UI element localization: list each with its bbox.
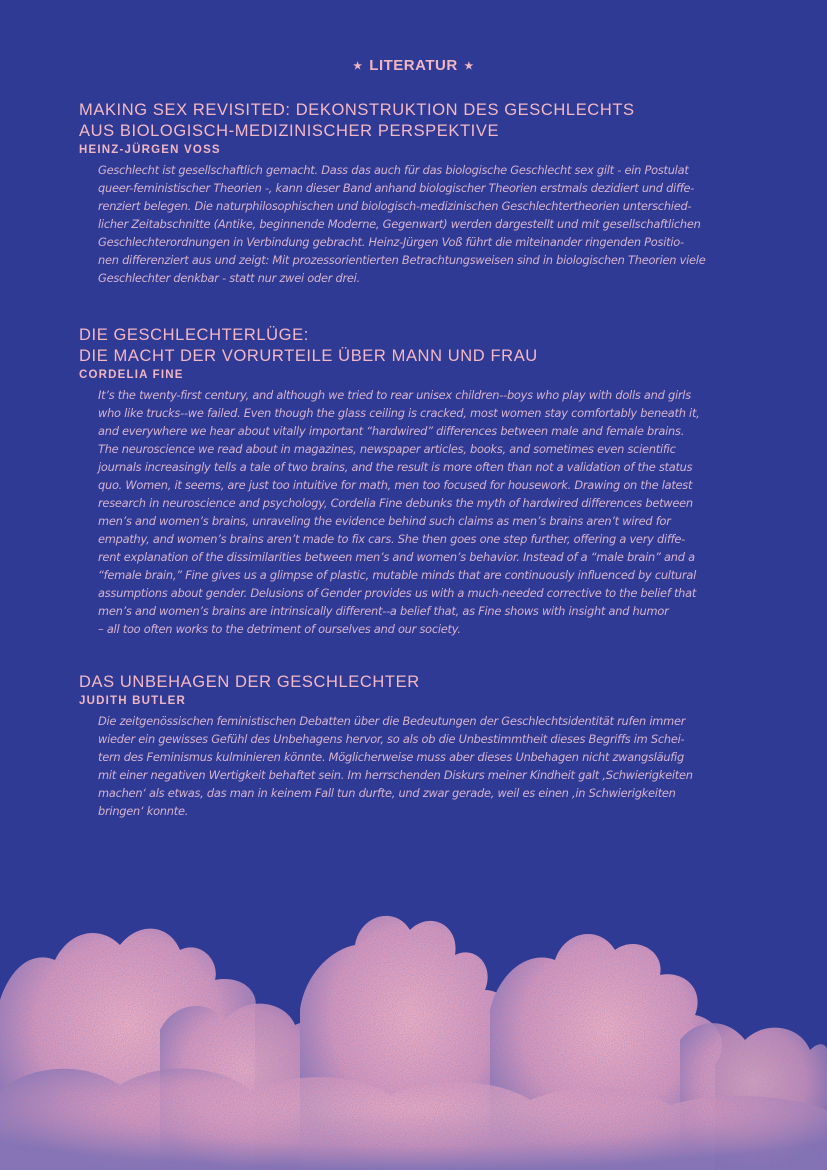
description-line: – all too often works to the detriment of ourselves and our society. bbox=[98, 622, 461, 636]
entry-title-line: MAKING SEX REVISITED: DEKONSTRUKTION DES GESCHLECHTS bbox=[79, 101, 635, 119]
entry-description bbox=[98, 712, 749, 820]
entry-title bbox=[79, 672, 749, 693]
description-line: men’s and women’s brains are intrinsically different--a belief that, as Fine shows with insight and humor bbox=[98, 604, 669, 618]
literature-entry bbox=[79, 325, 749, 638]
entry-title bbox=[79, 100, 749, 142]
entry-author: JUDITH BUTLER bbox=[79, 695, 186, 707]
clouds-illustration bbox=[0, 890, 827, 1170]
description-line: licher Zeitabschnitte (Antike, beginnende Moderne, Gegenwart) werden dargestellt und mit gesellschaftlichen bbox=[98, 217, 701, 231]
description-line: “female brain,” Fine gives us a glimpse of plastic, mutable minds that are continuously influenced by cultural bbox=[98, 568, 696, 582]
description-line: nen differenziert aus und zeigt: Mit prozessorientierten Betrachtungsweisen sind in biologischen Theorien viele bbox=[98, 253, 706, 267]
description-line: Geschlecht ist gesellschaftlich gemacht. Dass das auch für das biologische Geschlecht sex gilt - ein Postulat bbox=[98, 163, 689, 177]
description-line: tern des Feminismus kulminieren könnte. Möglicherweise muss aber dieses Unbehagen nicht zwangsläufig bbox=[98, 750, 684, 764]
description-line: Geschlechter denkbar - statt nur zwei oder drei. bbox=[98, 271, 360, 285]
description-line: It’s the twenty-first century, and although we tried to rear unisex children--boys who play with dolls and girls bbox=[98, 388, 691, 402]
literature-entry bbox=[79, 672, 749, 820]
description-line: queer-feministischer Theorien -, kann dieser Band anhand biologischer Theorien erstmals dezidiert und diffe- bbox=[98, 181, 695, 195]
description-line: empathy, and women’s brains aren’t made to fix cars. She then goes one step further, offering a very diffe- bbox=[98, 532, 686, 546]
description-line: machen‘ als etwas, das man in keinem Fall tun durfte, und zwar gerade, weil es einen ‚in Schwierigkeiten bbox=[98, 786, 676, 800]
section-header bbox=[0, 57, 827, 74]
description-line: journals increasingly tells a tale of two brains, and the result is more often than not a validation of the status bbox=[98, 460, 693, 474]
description-line: research in neuroscience and psychology, Cordelia Fine debunks the myth of hardwired differences between bbox=[98, 496, 693, 510]
star-icon: ★ bbox=[464, 61, 474, 72]
description-line: and everywhere we hear about vitally important “hardwired” differences between male and female brains. bbox=[98, 424, 685, 438]
entry-title-line: DAS UNBEHAGEN DER GESCHLECHTER bbox=[79, 673, 420, 691]
description-line: assumptions about gender. Delusions of Gender provides us with a much-needed corrective to the belief that bbox=[98, 586, 697, 600]
description-line: Geschlechterordnungen in Verbindung gebracht. Heinz-Jürgen Voß führt die miteinander ringenden Positio- bbox=[98, 235, 684, 249]
description-line: bringen‘ konnte. bbox=[98, 804, 189, 818]
entry-title-line: AUS BIOLOGISCH-MEDIZINISCHER PERSPEKTIVE bbox=[79, 122, 500, 140]
entry-description bbox=[98, 161, 749, 287]
entry-title-line: DIE MACHT DER VORURTEILE ÜBER MANN UND FRAU bbox=[79, 347, 538, 365]
entry-description bbox=[98, 386, 749, 638]
description-line: mit einer negativen Wertigkeit behaftet sein. Im herrschenden Diskurs meiner Kindheit galt ‚Schwierigkeiten bbox=[98, 768, 693, 782]
star-icon: ★ bbox=[353, 61, 363, 72]
description-line: men’s and women’s brains, unraveling the evidence behind such claims as men’s brains aren’t wired for bbox=[98, 514, 671, 528]
entry-title-line: DIE GESCHLECHTERLÜGE: bbox=[79, 326, 309, 344]
description-line: The neuroscience we read about in magazines, newspaper articles, books, and sometimes even scientific bbox=[98, 442, 676, 456]
description-line: quo. Women, it seems, are just too intuitive for math, men too focused for housework. Drawing on the latest bbox=[98, 478, 693, 492]
entry-author: CORDELIA FINE bbox=[79, 369, 184, 381]
description-line: who like trucks--we failed. Even though the glass ceiling is cracked, most women stay comfortably beneath it, bbox=[98, 406, 700, 420]
section-title: LITERATUR bbox=[369, 57, 458, 74]
entry-title bbox=[79, 325, 749, 367]
entry-author: HEINZ-JÜRGEN VOSS bbox=[79, 144, 221, 156]
description-line: renziert belegen. Die naturphilosophischen und biologisch-medizinischen Geschlechtertheorien unterschied- bbox=[98, 199, 692, 213]
literature-entry bbox=[79, 100, 749, 287]
description-line: wieder ein gewisses Gefühl des Unbehagens hervor, so als ob die Unbestimmtheit dieses Begriffs im Schei- bbox=[98, 732, 685, 746]
description-line: rent explanation of the dissimilarities between men’s and women’s behavior. Instead of a “male brain” and a bbox=[98, 550, 695, 564]
description-line: Die zeitgenössischen feministischen Debatten über die Bedeutungen der Geschlechtsidentität rufen immer bbox=[98, 714, 686, 728]
